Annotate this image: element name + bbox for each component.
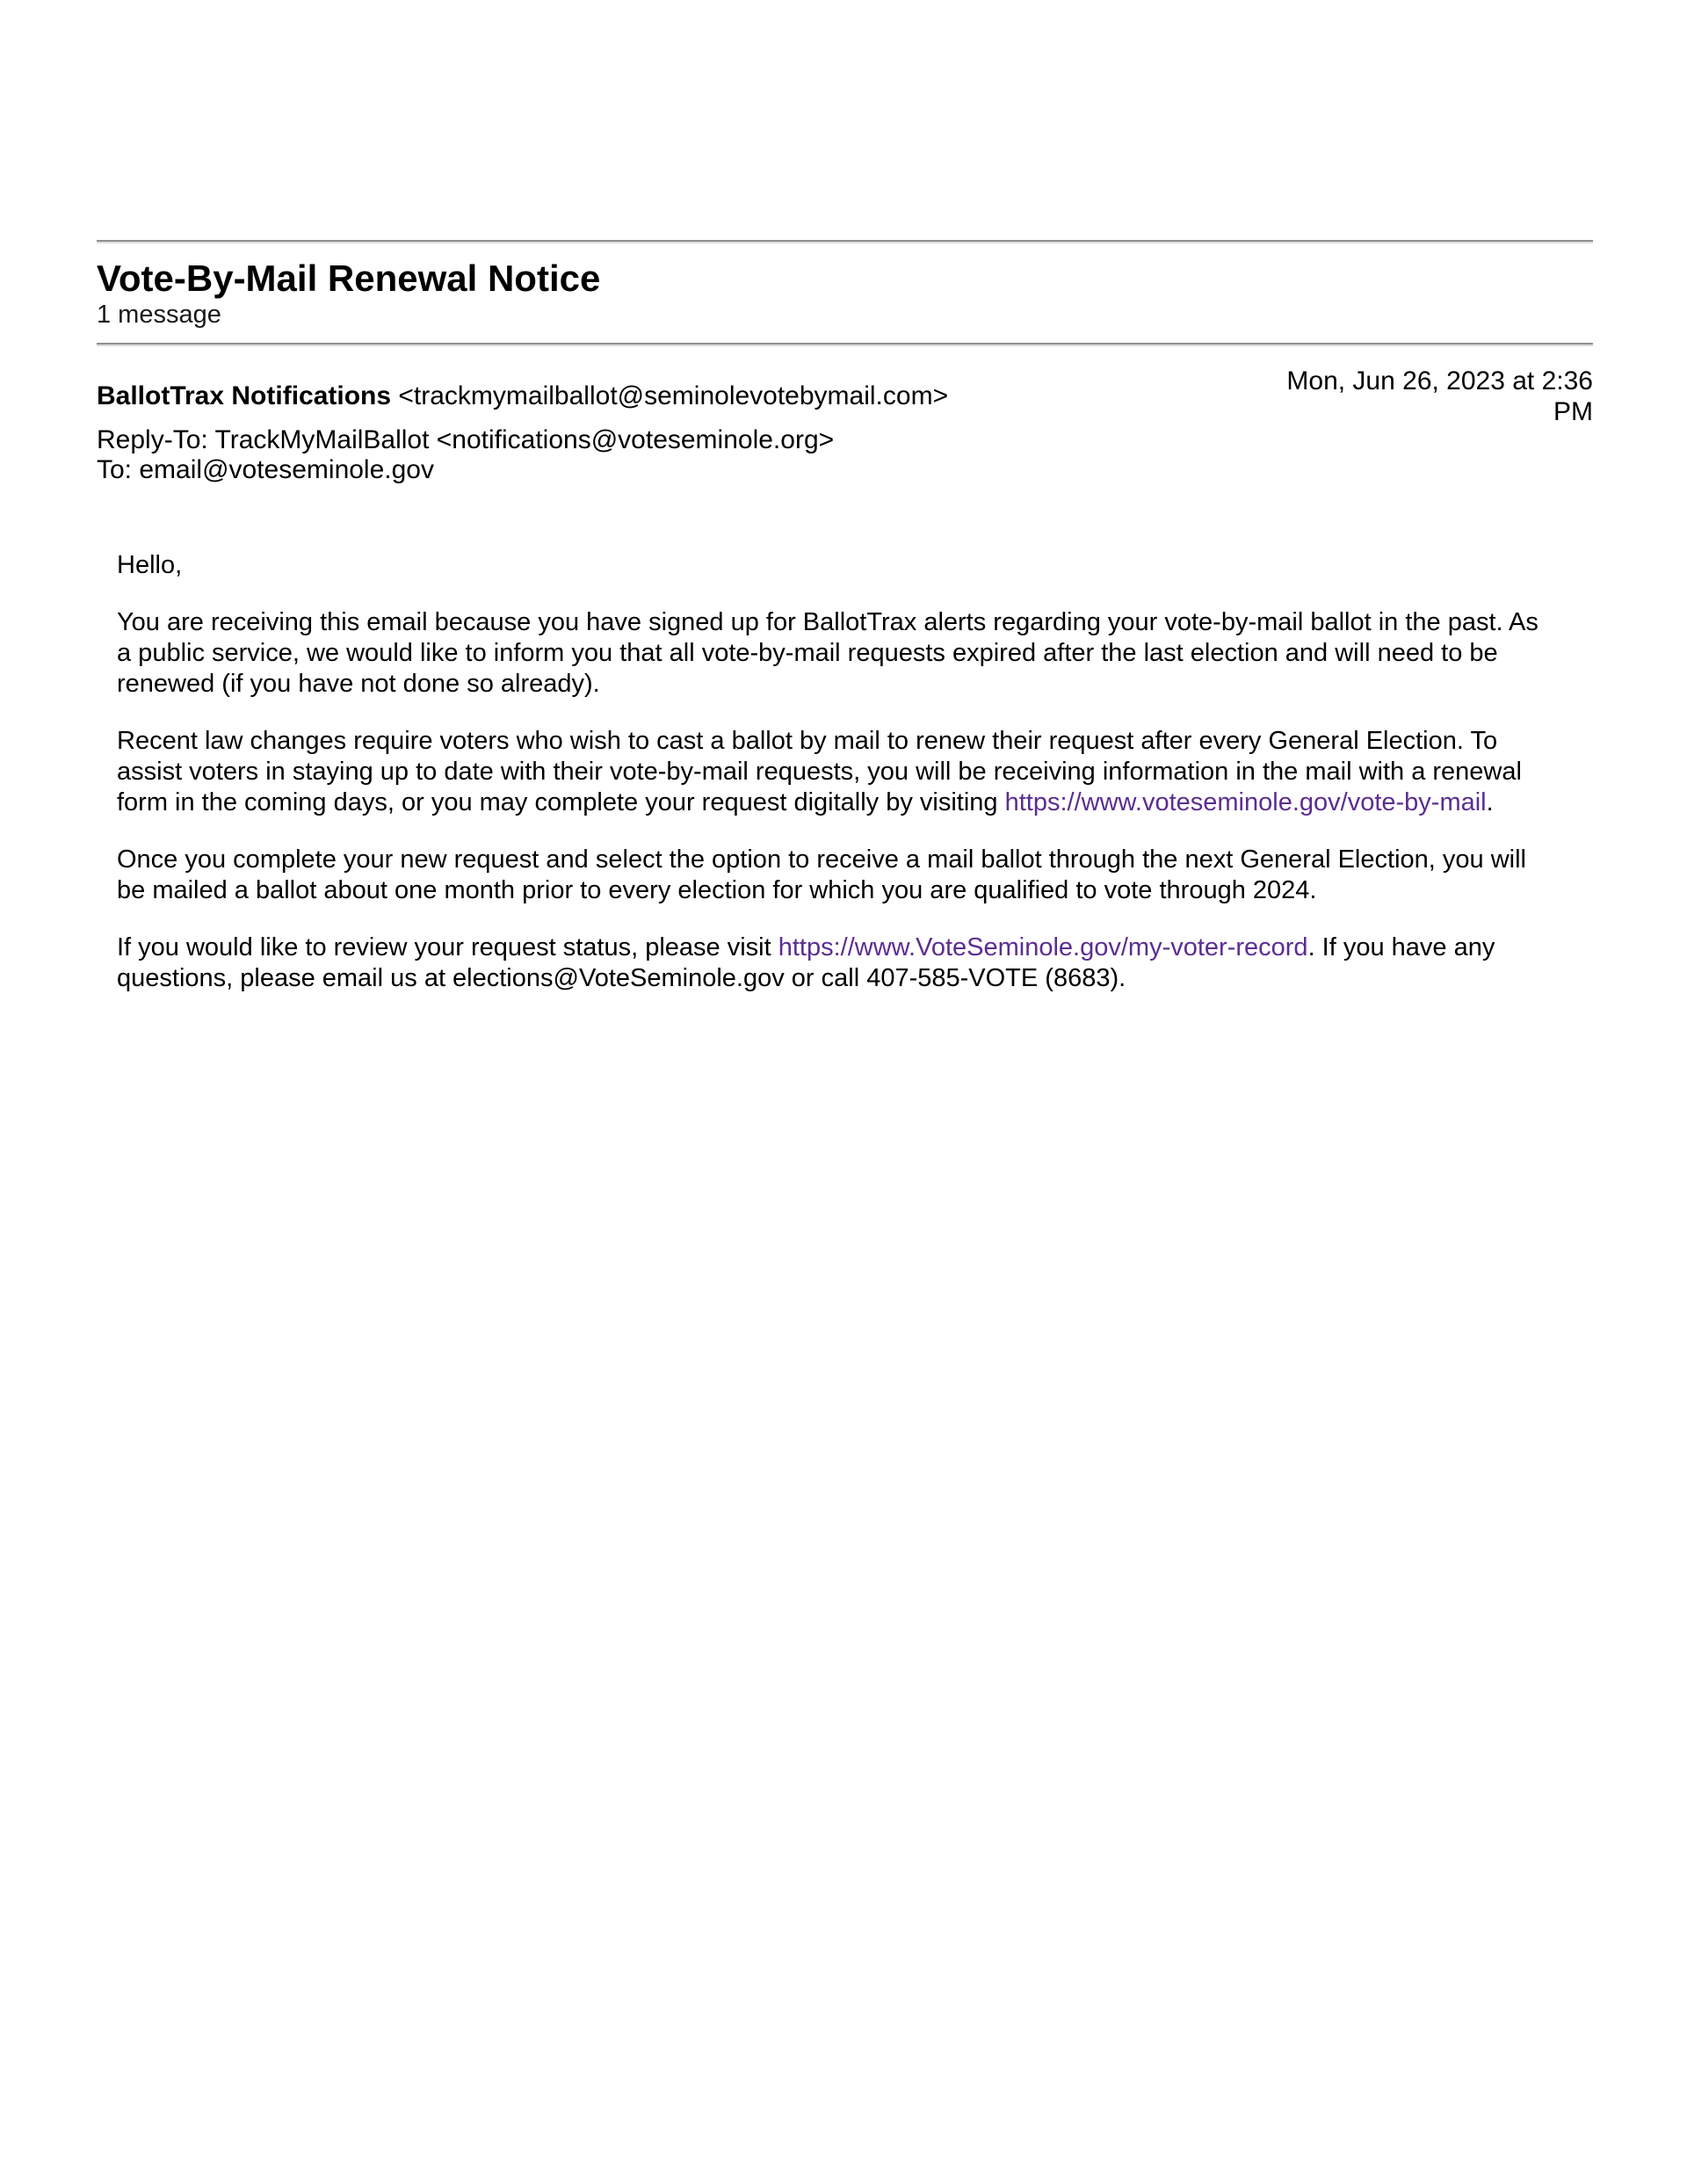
paragraph-4 (117, 932, 1549, 994)
message-header (97, 346, 1593, 485)
sender-block (97, 381, 1259, 485)
greeting: Hello, (117, 551, 183, 579)
paragraphs (117, 607, 1549, 994)
email-body (117, 550, 1549, 994)
sender-email: <trackmymailballot@seminolevotebymail.com> (398, 381, 949, 410)
text-run: If you would like to review your request status, please visit (117, 933, 778, 961)
text-run: Once you complete your new request and select the option to receive a mail ballot through the next General Election, you will be mailed a ballot about one month prior to every election for which you are qualified to vote through 2024. (117, 845, 1526, 904)
paragraph-3 (117, 845, 1549, 906)
reply-to-value: TrackMyMailBallot <notifications@voteseminole.org> (214, 425, 835, 454)
paragraph-1 (117, 607, 1549, 700)
body-link[interactable]: https://www.VoteSeminole.gov/my-voter-record (778, 933, 1308, 961)
message-count: 1 message (97, 301, 221, 329)
reply-to-label: Reply-To: (97, 425, 208, 454)
message-date: Mon, Jun 26, 2023 at 2:36 PM (1286, 366, 1593, 426)
email-subject: Vote-By-Mail Renewal Notice (97, 258, 601, 299)
to-value: email@voteseminole.gov (139, 455, 434, 484)
to-label: To: (97, 455, 133, 484)
text-run: Recent law changes require voters who wish to cast a ballot by mail to renew their request after every General Election. To assist voters in staying up to date with their vote-by-mail requests, you will be receiving information in the mail with a renewal form in the coming days, or you may complete your request digitally by visiting (117, 727, 1522, 816)
printed-email-document (97, 0, 1593, 994)
sender-name: BallotTrax Notifications (97, 381, 392, 410)
body-link[interactable]: https://www.voteseminole.gov/vote-by-mail (1004, 788, 1487, 816)
sender-line (97, 381, 1259, 411)
address-lines (97, 425, 1259, 485)
text-run: You are receiving this email because you have signed up for BallotTrax alerts regarding your vote-by-mail ballot in the past. As a public service, we would like to inform you that all vote-by-mail requests expired after the last election and will need to be renewed (if you have not done so already). (117, 608, 1539, 698)
paragraph-2 (117, 726, 1549, 818)
text-run: . (1486, 788, 1494, 816)
top-divider (97, 240, 1593, 243)
text-run: . If you have any questions, please email us at elections@VoteSeminole.gov or call 407-585-VOTE (8683). (117, 933, 1495, 992)
to-line (97, 455, 1259, 485)
reply-to-line (97, 425, 1259, 455)
